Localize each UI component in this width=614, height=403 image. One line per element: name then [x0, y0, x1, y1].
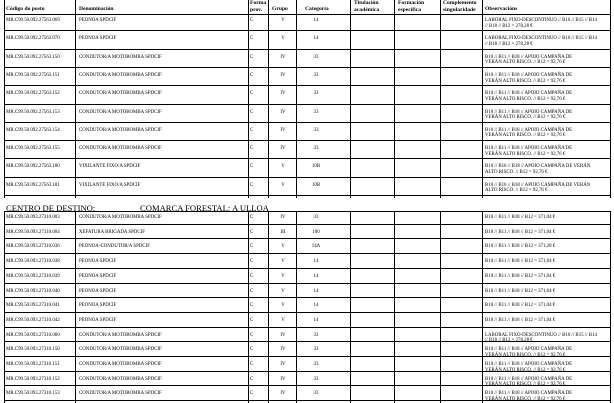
cell-grupo: IV [280, 146, 286, 152]
header-denominacion: Denominación [79, 6, 114, 12]
cell-observacions-line2: ALTO RISCO. // B12 = 92,76 € [485, 188, 548, 194]
cell-categoria: 14 [313, 18, 319, 23]
cell-forma: C [250, 54, 254, 60]
cell-grupo: IV [280, 91, 286, 97]
row-divider [4, 104, 610, 105]
cell-codigo: MR.C99.50.093.27310.040 [6, 288, 60, 294]
cell-grupo: IV [280, 127, 286, 133]
row-divider [4, 85, 610, 86]
column-divider [610, 0, 611, 198]
column-divider [268, 211, 269, 403]
column-divider [4, 211, 5, 403]
row-divider [4, 253, 610, 254]
cell-denominacion: CONDUTOR/A MOTOBOMBA SPDCIF [79, 54, 162, 60]
cell-codigo: MR.C99.50.093.27310.153 [6, 391, 60, 397]
column-divider [4, 0, 5, 198]
cell-grupo: IV [280, 376, 286, 382]
cell-categoria: 14A [311, 244, 321, 250]
cell-categoria: 14 [313, 317, 319, 323]
row-divider [4, 283, 610, 284]
cell-forma: C [250, 376, 254, 382]
cell-codigo: MR.C99.50.093.27310.039 [6, 273, 60, 279]
cell-denominacion: PEONOA SPDCIF [79, 288, 117, 294]
row-divider [4, 122, 610, 123]
cell-categoria: 14 [313, 259, 319, 265]
cell-grupo: IV [280, 362, 286, 367]
cell-categoria: 33 [313, 362, 319, 367]
cell-forma: C [250, 317, 254, 323]
cell-categoria: 33 [313, 146, 319, 152]
column-divider [394, 0, 395, 198]
row-divider [4, 177, 610, 178]
cell-categoria: 10B [311, 164, 321, 170]
cell-categoria: 14 [313, 288, 319, 294]
cell-grupo: V [281, 303, 285, 309]
row-divider [4, 30, 610, 31]
cell-observacions-line1: B10 // B11 // B18 // APOIO CAMPAÑA DE [485, 376, 573, 382]
cell-grupo: V [281, 288, 285, 294]
header-complemento-line1: Complemento [443, 0, 477, 6]
cell-forma: C [250, 391, 254, 397]
cell-codigo: MR.C99.50.093.27310.042 [6, 317, 60, 323]
cell-codigo: MR.C99.50.092.27563.180 [6, 164, 60, 170]
cell-categoria: 33 [313, 54, 319, 60]
cell-codigo: MR.C99.50.092.27563.150 [6, 54, 60, 60]
cell-categoria: 33 [313, 215, 319, 220]
cell-categoria: 10B [311, 182, 321, 188]
cell-observacions-line2: VERÁN ALTO RISCO. // B12 = 92,76 € [485, 151, 566, 157]
cell-categoria: 14 [313, 36, 319, 42]
cell-observacions-line1: LABORAL FIXO-DESCONTINUO // B10 // B15 // B14 [485, 18, 597, 23]
cell-denominacion: PEONOA-CONDUTOR/A SPDCIF [79, 244, 150, 250]
row-divider [4, 400, 610, 401]
cell-observacions-line1: B10 // B11 // B18 // B12 = 371,04 € [485, 317, 556, 323]
header-formacion-line1: Formación [398, 0, 425, 6]
cell-denominacion: PEONOA SPDCIF [79, 259, 117, 265]
cell-categoria: 14 [313, 273, 319, 279]
cell-observacions-line1: B10 // B11 // B18 // APOIO CAMPAÑA DE [485, 91, 573, 97]
cell-codigo: MR.C99.50.092.27563.154 [6, 127, 60, 133]
cell-codigo: MR.C99.50.092.27563.151 [6, 72, 60, 78]
cell-grupo: V [281, 18, 285, 23]
cell-denominacion: CONDUTOR/A MOTOBOMBA SPDCIF [79, 127, 162, 133]
cell-codigo: MR.C99.50.092.27563.155 [6, 146, 60, 152]
cell-forma: C [250, 229, 254, 235]
row-divider [4, 158, 610, 159]
column-divider [350, 211, 351, 403]
cell-forma: C [250, 182, 254, 188]
cell-observacions-line2: // B18 // B12 = 278,28 € [485, 23, 533, 29]
cell-observacions-line1: B10 // B16 // B18 // APOIO CAMPAÑA DE VERÁN [485, 164, 591, 170]
cell-observacions-line1: B10 // B11 // B18 // APOIO CAMPAÑA DE [485, 391, 573, 397]
cell-observacions-line1: B10 // B16 // B18 // APOIO CAMPAÑA DE VERÁN [485, 182, 591, 188]
cell-grupo: V [281, 182, 285, 188]
cell-denominacion: PEONOA SPDCIF [79, 36, 117, 42]
cell-grupo: V [281, 317, 285, 323]
cell-denominacion: VIXILANTE FIXO/A SPDCIF [79, 182, 141, 188]
cell-denominacion: CONDUTOR/A MOTOBOMBA SPDCIF [79, 347, 162, 353]
cell-denominacion: CONDUTOR/A MOTOBOMBA SPDCIF [79, 72, 162, 78]
cell-denominacion: PEONOA SPDCIF [79, 317, 117, 323]
cell-observacions-line1: B10 // B11 // B18 // APOIO CAMPAÑA DE [485, 347, 573, 353]
cell-forma: C [250, 259, 254, 265]
cell-grupo: IV [280, 332, 286, 338]
cell-observacions-line1: B10 // B11 // B18 // B12 = 371,04 € [485, 273, 556, 279]
cell-codigo: MR.C99.50.092.27563.152 [6, 91, 60, 97]
row-divider [4, 195, 610, 196]
cell-categoria: 33 [313, 127, 319, 133]
centro-label: CENTRO DE DESTINO: [6, 203, 96, 213]
column-divider [248, 211, 249, 403]
cell-grupo: IV [280, 391, 286, 397]
row-divider [4, 297, 610, 298]
cell-grupo: IV [280, 215, 286, 220]
cell-observacions-line1: LABORAL FIXO-DESCONTINUO // B10 // B15 // B14 [485, 36, 597, 42]
cell-denominacion: CONDUTOR/A MOTOBOMBA SPDCIF [79, 146, 162, 152]
column-divider [350, 0, 351, 198]
cell-forma: C [250, 273, 254, 279]
cell-forma: C [250, 215, 254, 220]
cell-denominacion: CONDUTOR/A MOTOBOMBA SPDCIF [79, 376, 162, 382]
cell-forma: C [250, 18, 254, 23]
cell-codigo: MR.C99.50.093.27310.151 [6, 362, 60, 367]
cell-forma: C [250, 146, 254, 152]
cell-grupo: V [281, 273, 285, 279]
cell-codigo: MR.C99.50.092.27563.070 [6, 36, 60, 42]
row-divider [4, 268, 610, 269]
cell-codigo: MR.C99.50.093.27310.003 [6, 215, 60, 220]
cell-observacions-line2: VERÁN ALTO RISCO. // B12 = 92,76 € [485, 367, 566, 373]
cell-observacions-line2: VERÁN ALTO RISCO. // B12 = 92,76 € [485, 382, 566, 388]
cell-codigo: MR.C99.50.092.27563.181 [6, 182, 60, 188]
header-observacions: Observacións [485, 6, 518, 12]
header-titulacion-line2: académica [354, 7, 380, 13]
row-divider [4, 224, 610, 225]
cell-observacions-line2: VERÁN ALTO RISCO. // B12 = 92,76 € [485, 397, 566, 402]
cell-grupo: V [281, 164, 285, 170]
header-titulacion-line1: Titulación [354, 0, 379, 6]
row-divider [4, 356, 610, 357]
column-divider [440, 211, 441, 403]
cell-categoria: 33 [313, 109, 319, 115]
cell-observacions-line2: VERÁN ALTO RISCO. // B12 = 92,76 € [485, 133, 566, 139]
cell-forma: C [250, 288, 254, 294]
cell-observacions-line1: B10 // B11 // B18 // B12 = 371,04 € [485, 288, 556, 294]
cell-forma: C [250, 91, 254, 97]
cell-observacions-line2: // B18 // B12 = 278,28 € [485, 338, 533, 344]
cell-grupo: III [280, 229, 286, 235]
cell-observacions-line1: B10 // B11 // B18 // APOIO CAMPAÑA DE [485, 72, 573, 78]
row-divider [4, 67, 610, 68]
cell-denominacion: CONDUTOR/A MOTOBOMBA SPDCIF [79, 362, 162, 367]
cell-codigo: MR.C99.50.093.27310.004 [6, 229, 60, 235]
row-divider [4, 49, 610, 50]
cell-observacions-line1: B10 // B11 // B18 // B12 = 371,28 € [485, 244, 556, 250]
column-divider [394, 211, 395, 403]
cell-forma: C [250, 72, 254, 78]
cell-categoria: 33 [313, 347, 319, 353]
cell-denominacion: CONDUTOR/A MOTOBOMBA SPDCIF [79, 109, 162, 115]
row-divider [4, 327, 610, 328]
cell-observacions-line1: B10 // B11 // B18 // APOIO CAMPAÑA DE [485, 146, 573, 152]
cell-categoria: 33 [313, 72, 319, 78]
cell-categoria: 33 [313, 332, 319, 338]
cell-observacions-line2: // B18 // B12 = 278,28 € [485, 41, 533, 47]
cell-forma: C [250, 303, 254, 309]
cell-denominacion: PEONOA SPDCIF [79, 273, 117, 279]
cell-grupo: IV [280, 109, 286, 115]
header-complemento-line2: singularidade [443, 7, 476, 13]
cell-observacions-line1: B10 // B11 // B18 // B12 = 371,04 € [485, 259, 556, 265]
cell-grupo: V [281, 259, 285, 265]
cell-denominacion: CONDUTOR/A MOTOBOMBA SPDCIF [79, 215, 162, 220]
cell-forma: C [250, 36, 254, 42]
cell-observacions-line2: VERÁN ALTO RISCO. // B12 = 92,76 € [485, 78, 566, 84]
cell-forma: C [250, 362, 254, 367]
cell-categoria: 33 [313, 391, 319, 397]
column-divider [482, 0, 483, 198]
row-divider [4, 238, 610, 239]
row-divider [4, 385, 610, 386]
header-forma-prov-line2: prov. [250, 7, 263, 13]
cell-codigo: MR.C99.50.093.27310.152 [6, 376, 60, 382]
header-rule [4, 14, 610, 15]
cell-observacions-line1: B10 // B11 // B18 // APOIO CAMPAÑA DE [485, 109, 573, 115]
cell-forma: C [250, 332, 254, 338]
column-divider [248, 0, 249, 198]
cell-observacions-line1: B10 // B11 // B18 // APOIO CAMPAÑA DE [485, 54, 573, 60]
cell-codigo: MR.C99.50.093.27310.041 [6, 303, 60, 309]
cell-codigo: MR.C99.50.093.27310.060 [6, 332, 60, 338]
cell-denominacion: VIXILANTE FIXO/A SPDCIF [79, 164, 141, 170]
cell-categoria: 100 [312, 229, 320, 235]
header-codigo: Código do posto [6, 6, 45, 12]
column-divider [75, 211, 76, 403]
cell-observacions-line2: VERÁN ALTO RISCO. // B12 = 92,76 € [485, 352, 566, 358]
cell-grupo: V [281, 244, 285, 250]
cell-grupo: IV [280, 54, 286, 60]
cell-codigo: MR.C99.50.092.27563.069 [6, 18, 60, 23]
cell-observacions-line1: LABORAL FIXO-DESCONTINUO // B10 // B15 // B14 [485, 332, 597, 338]
cell-grupo: V [281, 36, 285, 42]
row-divider [4, 371, 610, 372]
cell-codigo: MR.C99.50.092.27563.153 [6, 109, 60, 115]
column-divider [296, 0, 297, 198]
cell-denominacion: CONDUTOR/A MOTOBOMBA SPDCIF [79, 332, 162, 338]
cell-observacions-line2: ALTO RISCO. // B12 = 92,76 € [485, 170, 548, 175]
cell-codigo: MR.C99.50.093.27310.038 [6, 259, 60, 265]
header-grupo: Grupo [272, 6, 288, 12]
column-divider [610, 211, 611, 403]
cell-observacions-line1: B10 // B11 // B18 // B12 = 371,04 € [485, 215, 556, 220]
cell-forma: C [250, 347, 254, 353]
row-divider [4, 312, 610, 313]
cell-denominacion: PEONOA SPDCIF [79, 303, 117, 309]
cell-observacions-line2: VERÁN ALTO RISCO. // B12 = 92,76 € [485, 60, 566, 66]
cell-forma: C [250, 109, 254, 115]
cell-forma: C [250, 164, 254, 170]
column-divider [75, 0, 76, 198]
cell-categoria: 14 [313, 303, 319, 309]
header-formacion-line2: específica [398, 7, 421, 13]
row-divider [4, 341, 610, 342]
cell-observacions-line1: B10 // B11 // B18 // B12 = 371,04 € [485, 303, 556, 309]
cell-categoria: 33 [313, 376, 319, 382]
cell-codigo: MR.C99.50.093.27310.036 [6, 244, 60, 250]
cell-observacions-line1: B10 // B11 // B18 // B12 = 371,04 € [485, 229, 556, 235]
cell-categoria: 33 [313, 91, 319, 97]
cell-forma: C [250, 244, 254, 250]
cell-denominacion: XEFATURA BRIGADA SPDCIF [79, 229, 145, 235]
cell-observacions-line2: VERÁN ALTO RISCO. // B12 = 92,76 € [485, 115, 566, 121]
cell-forma: C [250, 127, 254, 133]
column-divider [482, 211, 483, 403]
column-divider [268, 0, 269, 198]
cell-codigo: MR.C99.50.093.27310.150 [6, 347, 60, 353]
header-forma-prov-line1: Forma [250, 0, 267, 6]
section2-top-rule [4, 211, 610, 212]
cell-denominacion: CONDUTOR/A MOTOBOMBA SPDCIF [79, 391, 162, 397]
cell-observacions-line2: VERÁN ALTO RISCO. // B12 = 92,76 € [485, 96, 566, 102]
header-categoria: Categoría [305, 6, 329, 12]
column-divider [296, 211, 297, 403]
cell-grupo: IV [280, 72, 286, 78]
cell-denominacion: PEONOA SPDCIF [79, 18, 117, 23]
cell-observacions-line1: B10 // B11 // B18 // APOIO CAMPAÑA DE [485, 362, 573, 367]
cell-grupo: IV [280, 347, 286, 353]
row-divider [4, 140, 610, 141]
cell-observacions-line1: B10 // B11 // B18 // APOIO CAMPAÑA DE [485, 127, 573, 133]
cell-denominacion: CONDUTOR/A MOTOBOMBA SPDCIF [79, 91, 162, 97]
centro-name: COMARCA FORESTAL: A ULLOA [140, 203, 269, 213]
column-divider [440, 0, 441, 198]
